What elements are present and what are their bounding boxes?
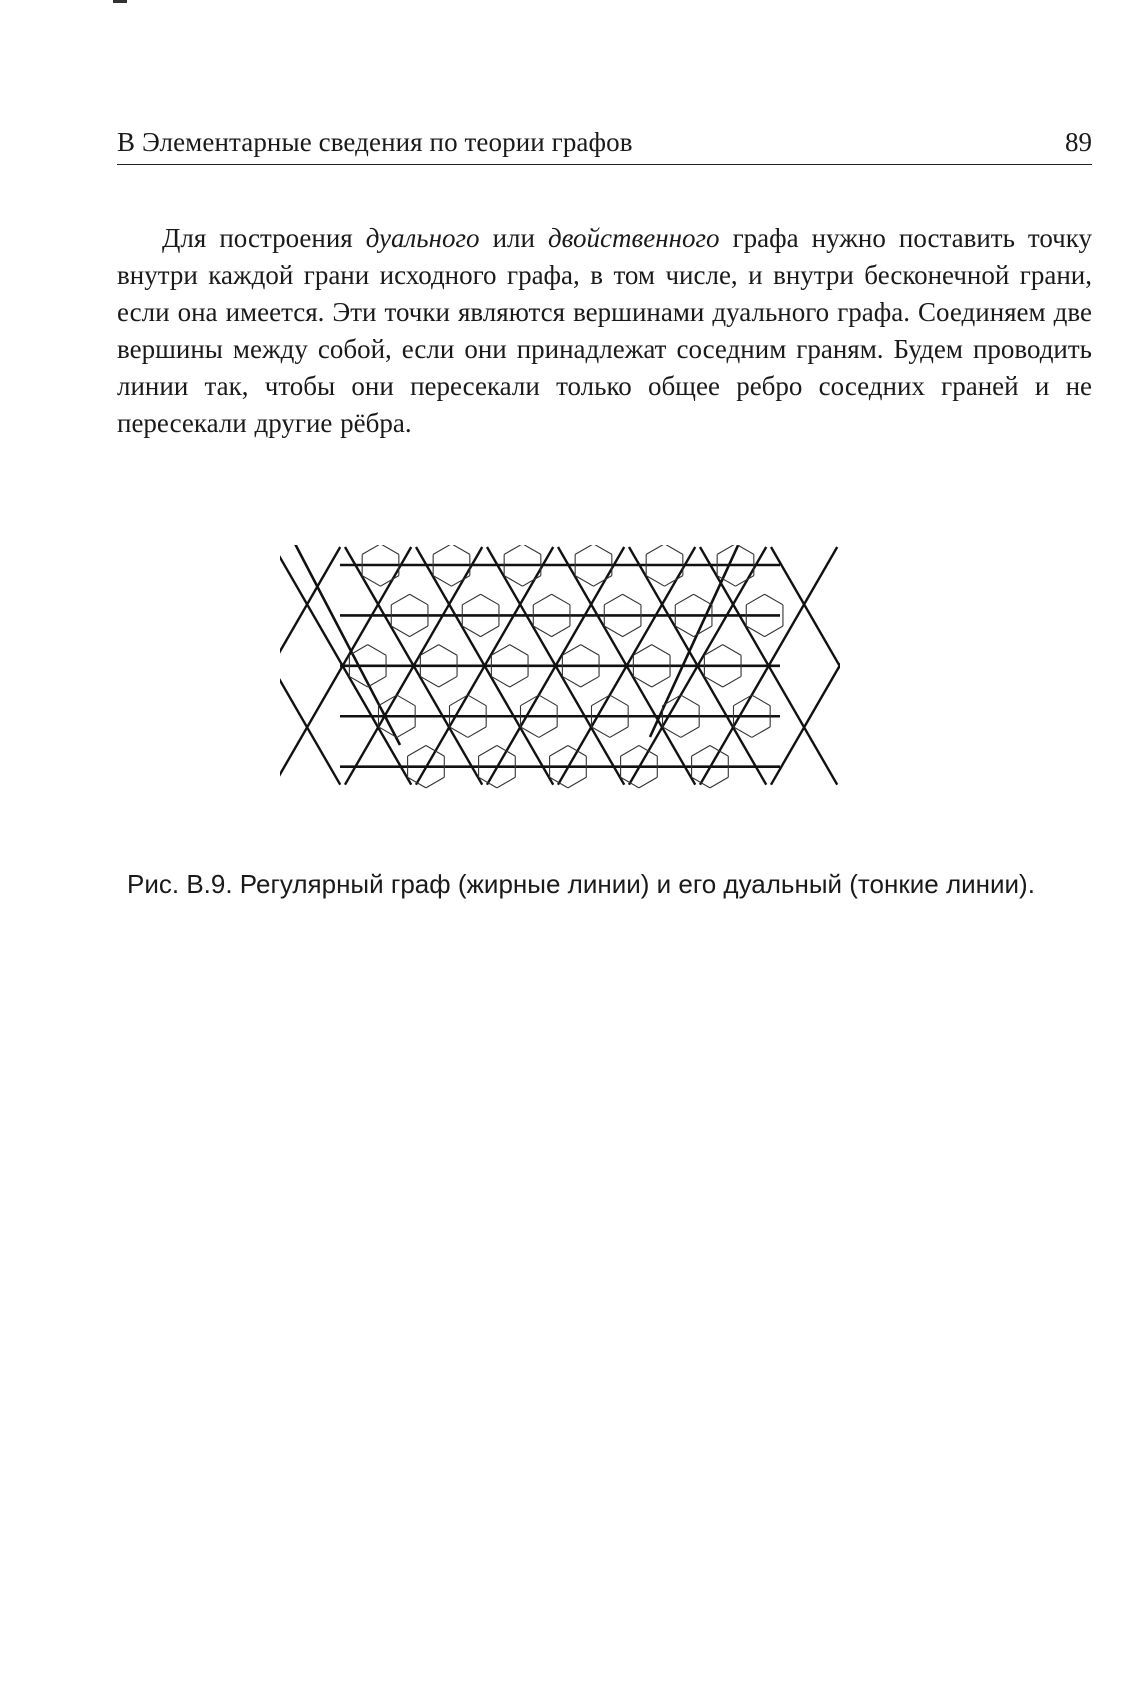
dual-graph-edge <box>581 645 599 656</box>
dual-graph-edge <box>381 545 399 554</box>
page-number: 89 <box>1065 127 1092 157</box>
term-dual: дуального <box>365 223 480 253</box>
dual-graph-edge <box>710 746 728 757</box>
dual-graph-edge <box>426 746 444 757</box>
dual-graph-edge <box>692 746 710 757</box>
term-double: двойственного <box>547 223 720 253</box>
dual-graph-edge <box>694 594 712 605</box>
dual-graph-edge <box>539 695 557 706</box>
body-paragraph <box>117 220 1092 442</box>
dual-graph-edge <box>752 695 770 706</box>
dual-graph-edge <box>468 695 486 706</box>
dual-graph-edge <box>439 676 457 687</box>
dual-graph-edge <box>481 626 499 637</box>
dual-graph-edge <box>510 676 528 687</box>
dual-graph-edge <box>623 594 641 605</box>
dual-graph-edge <box>368 676 386 687</box>
dual-graph-edge <box>752 727 770 738</box>
dual-graph-edge <box>652 645 670 656</box>
dual-graph-edge <box>717 545 735 554</box>
dual-graph-edge <box>410 594 428 605</box>
dual-graph-edge <box>504 545 522 554</box>
dual-graph-edge <box>575 545 593 554</box>
regular-graph-figure <box>280 545 840 815</box>
dual-graph-edge <box>533 594 551 605</box>
dual-graph-edge <box>433 545 451 554</box>
dual-graph-edge <box>452 545 470 554</box>
regular-graph-edge <box>771 547 840 785</box>
dual-graph-edge <box>462 594 480 605</box>
dual-graph-edge <box>665 545 683 554</box>
dual-graph-edge <box>594 545 612 554</box>
dual-graph-edge <box>710 777 728 788</box>
paragraph-text-2: или <box>479 223 548 253</box>
paragraph-text-3: графа нужно поставить точку внутри каждой грани исходного графа, в том числе, и внутри бесконечной грани, если она имеется. Эти точки являются вершинами дуального графа. Соединяем две вершины между собой, если они принадлежат соседним граням. Будем проводить линии так, чтобы они пересекали только общее ребро соседних граней и не пересекали другие рёбра. <box>117 223 1092 438</box>
dual-graph-edge <box>639 777 657 788</box>
dual-graph-edge <box>426 777 444 788</box>
dual-graph-edge <box>362 545 380 554</box>
dual-graph-edge <box>410 626 428 637</box>
dual-graph-edge <box>621 746 639 757</box>
dual-graph-edge <box>497 777 515 788</box>
dual-graph-edge <box>652 676 670 687</box>
dual-graph-edge <box>694 626 712 637</box>
dual-graph-edge <box>681 727 699 738</box>
dual-graph-edge <box>604 594 622 605</box>
dual-graph-edge <box>610 727 628 738</box>
dual-graph-edge <box>391 594 409 605</box>
dual-graph-edge <box>723 676 741 687</box>
dual-graph-edge <box>610 695 628 706</box>
dual-graph-edge <box>397 695 415 706</box>
regular-graph-edge <box>280 547 340 785</box>
dual-graph-edge <box>639 746 657 757</box>
regular-graph-edge <box>280 547 340 785</box>
dual-graph-edge <box>550 746 568 757</box>
dual-graph-edge <box>723 645 741 656</box>
dual-graph-edge <box>479 746 497 757</box>
running-header <box>117 128 1092 165</box>
dual-graph-edge <box>552 626 570 637</box>
dual-graph-edge <box>568 777 586 788</box>
paragraph-text-1: Для построения <box>162 223 366 253</box>
dual-graph-edge <box>746 594 764 605</box>
figure-caption: Рис. В.9. Регулярный граф (жирные линии) и его дуальный (тонкие линии). <box>127 869 1035 899</box>
dual-graph-edge <box>408 746 426 757</box>
dual-graph-edge <box>481 594 499 605</box>
dual-graph-edge <box>646 545 664 554</box>
dual-graph-edge <box>397 727 415 738</box>
dual-graph-edge <box>765 594 783 605</box>
dual-graph-edge <box>539 727 557 738</box>
regular-graph-edge <box>650 545 752 737</box>
regular-graph-edges <box>280 545 840 785</box>
dual-graph-edge <box>468 727 486 738</box>
dual-graph-edge <box>510 645 528 656</box>
dual-graph-edge <box>623 626 641 637</box>
dual-graph-edge <box>568 746 586 757</box>
dual-graph-edge <box>581 676 599 687</box>
dual-graph-edge <box>675 594 693 605</box>
dual-graph-edge <box>523 545 541 554</box>
dual-graph-edge <box>497 746 515 757</box>
header-title: В Элементарные сведения по теории графов <box>117 127 633 157</box>
regular-graph-edge <box>771 547 840 785</box>
scan-corner-mark <box>113 0 127 3</box>
dual-graph-edge <box>552 594 570 605</box>
dual-graph-edge <box>439 645 457 656</box>
dual-graph-edge <box>681 695 699 706</box>
dual-graph-edge <box>368 645 386 656</box>
dual-graph-edge <box>765 626 783 637</box>
